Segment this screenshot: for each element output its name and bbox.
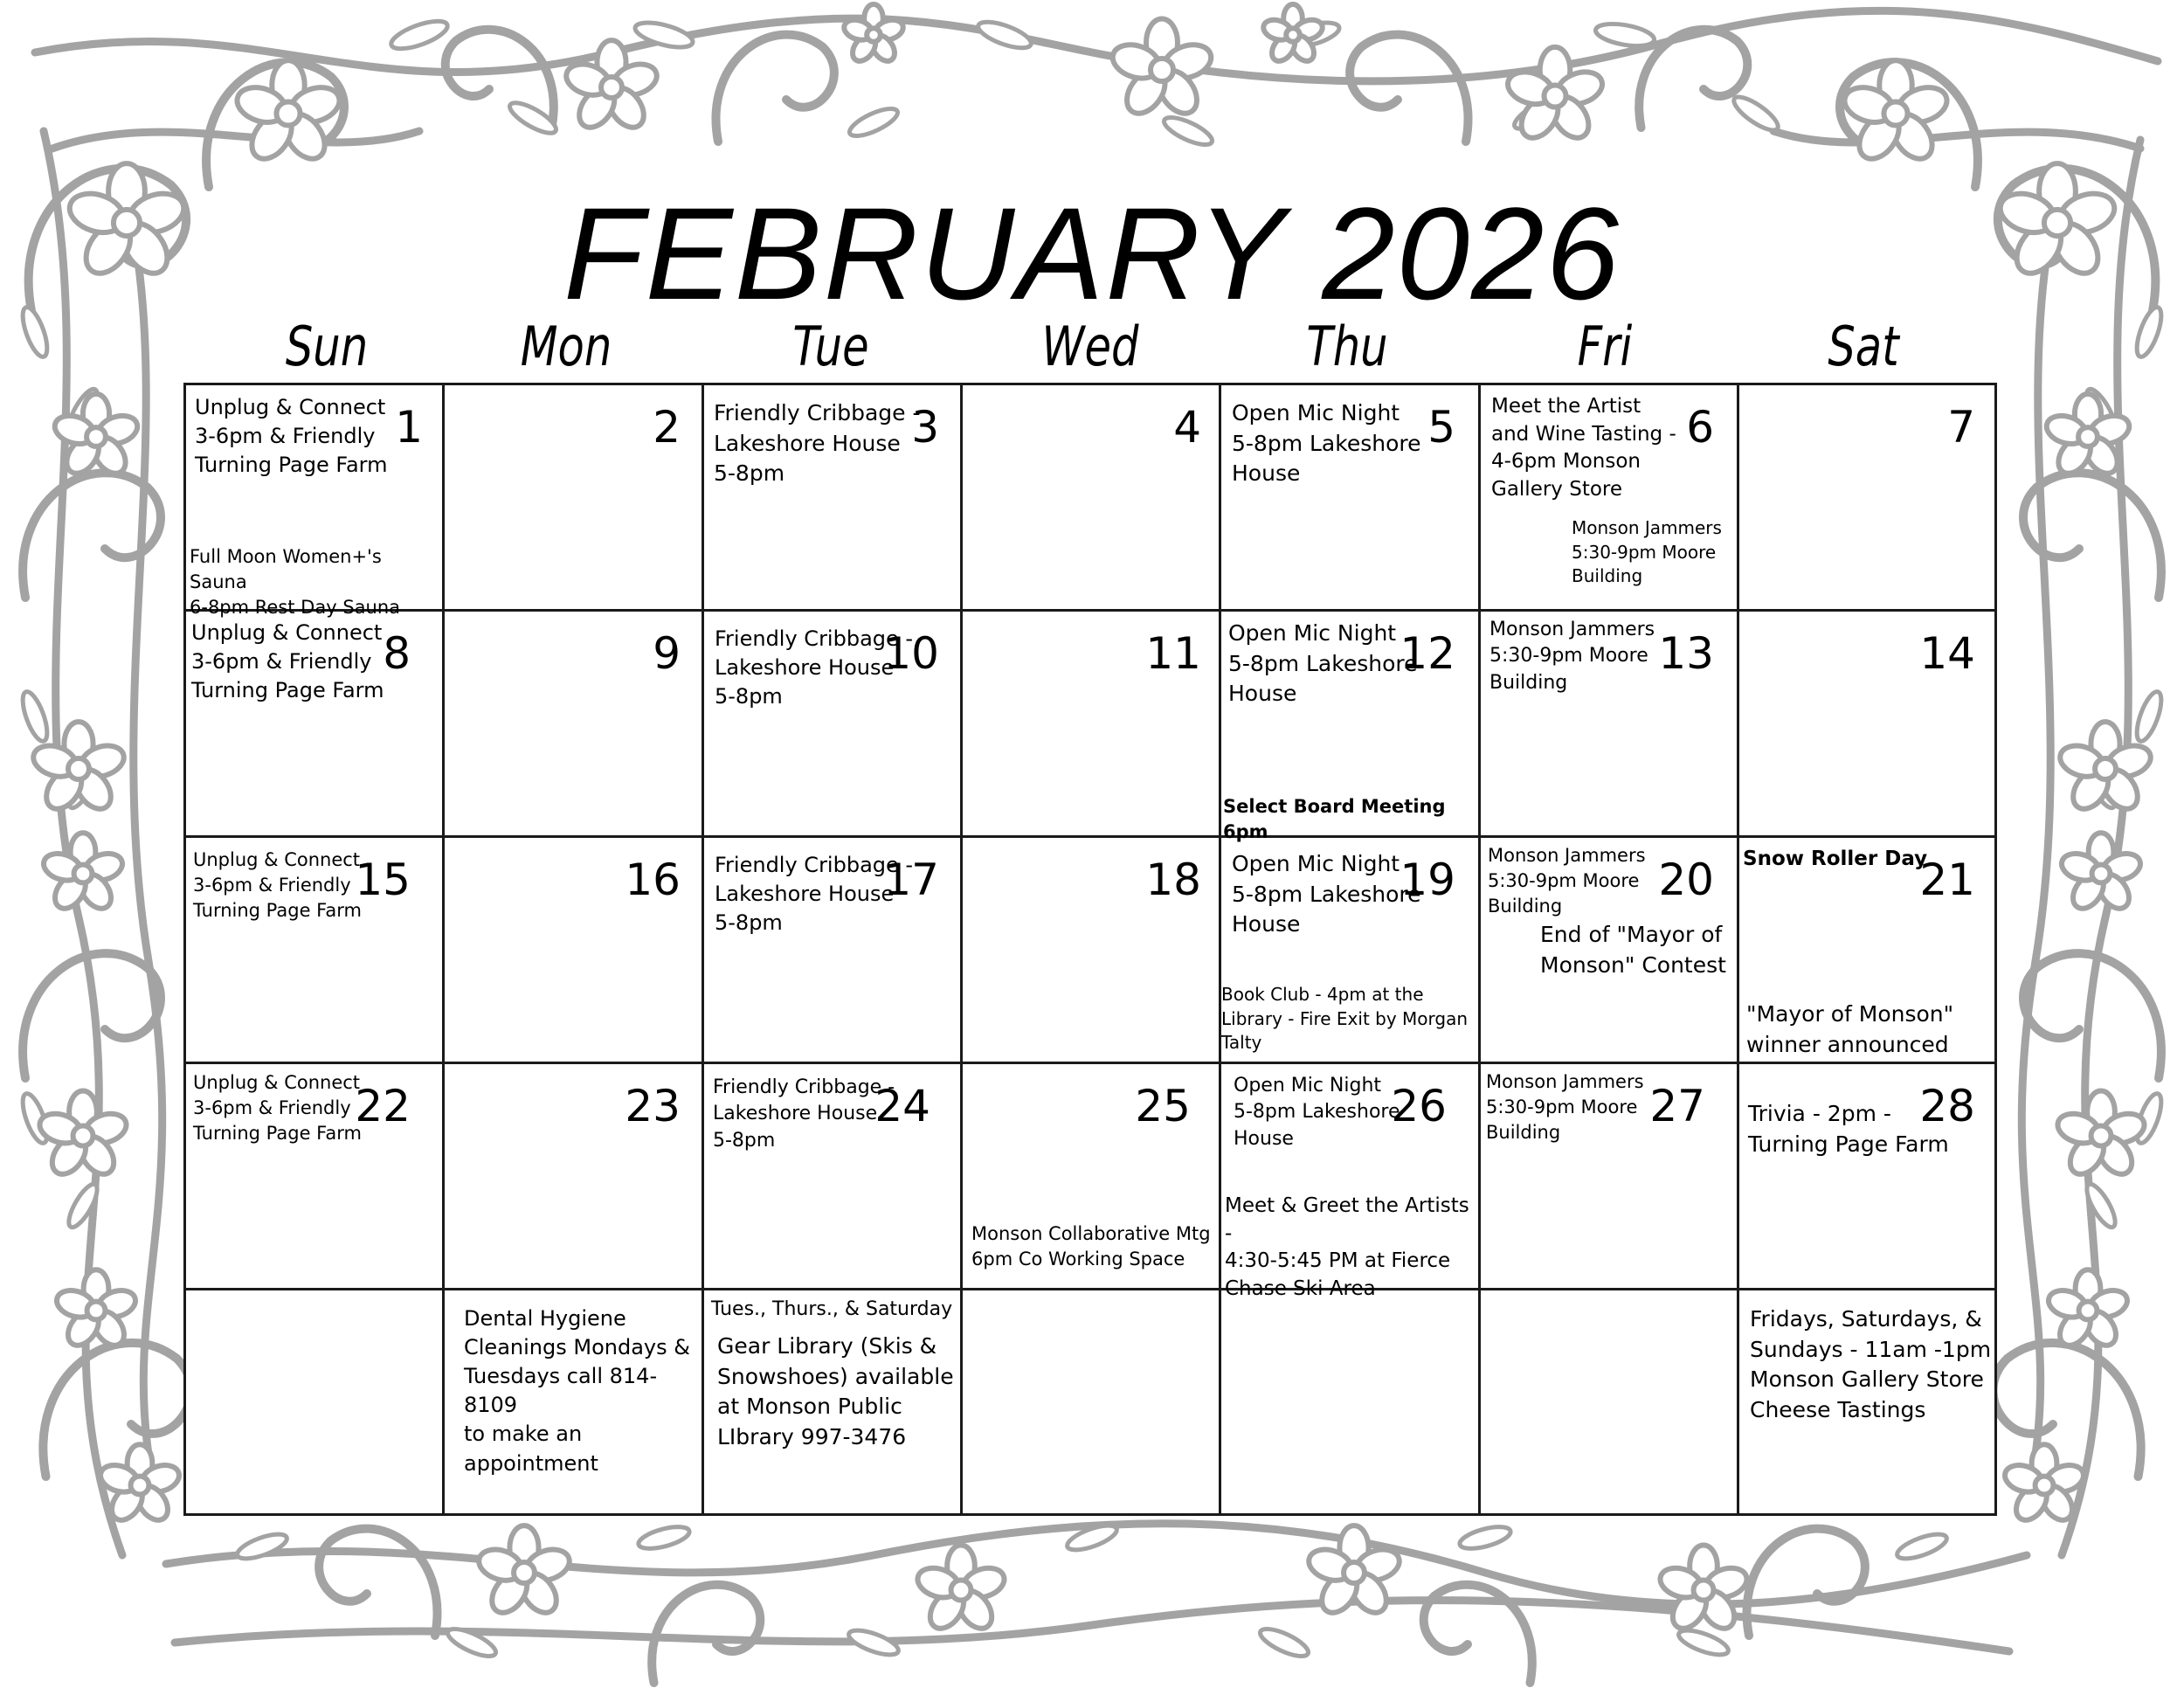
flower-icon — [1109, 19, 1215, 121]
day-number: 7 — [1947, 402, 1975, 453]
day-number: 22 — [355, 1081, 411, 1131]
flower-icon — [1656, 1546, 1751, 1635]
day-cell-5[interactable] — [1221, 385, 1478, 609]
day-number: 10 — [883, 628, 939, 679]
dow-tue: Tue — [792, 315, 869, 378]
leaf-icon — [1161, 112, 1216, 149]
event-text: Open Mic Night 5-8pm Lakeshore House — [1234, 1075, 1400, 1150]
event-text: Full Moon Women+'s Sauna 6-8pm Rest Day Sauna — [190, 546, 401, 618]
event-text: "Mayor of Monson" winner announced — [1746, 1001, 1954, 1057]
event-text: Monson Jammers 5:30-9pm Moore Building — [1489, 619, 1655, 694]
day-number: 21 — [1919, 854, 1975, 905]
leaf-icon — [17, 688, 52, 744]
day-cell-3[interactable] — [704, 385, 960, 609]
day-cell-15[interactable] — [186, 838, 442, 1062]
note-text: Fridays, Saturdays, & Sundays - 11am -1pm Monson Gallery Store Cheese Tastings — [1750, 1306, 1992, 1422]
day-cell-8[interactable] — [186, 612, 442, 835]
day-number: 5 — [1427, 402, 1455, 453]
day-cell-4[interactable] — [963, 385, 1219, 609]
day-cell-6[interactable] — [1481, 385, 1737, 609]
note-cell-tue — [704, 1290, 960, 1513]
event-text: Monson Jammers 5:30-9pm Moore Building — [1486, 1071, 1644, 1143]
day-cell-1[interactable] — [186, 385, 442, 618]
day-number: 24 — [874, 1081, 930, 1131]
event-text: Friendly Cribbage - Lakeshore House 5-8pm — [715, 853, 914, 936]
flower-icon — [97, 1444, 183, 1525]
day-cell-11[interactable] — [963, 612, 1219, 835]
leaf-icon — [1730, 92, 1783, 136]
leaf-icon — [2132, 688, 2166, 744]
flower-icon — [914, 1546, 1008, 1635]
flower-icon — [53, 1269, 139, 1351]
day-cell-2[interactable] — [445, 385, 702, 609]
day-cell-25[interactable] — [963, 1064, 1219, 1288]
day-cell-20[interactable] — [1481, 838, 1737, 1062]
event-text: Unplug & Connect 3-6pm & Friendly Turning Page Farm — [191, 620, 384, 703]
vine-scroll-icon — [1350, 35, 1468, 142]
day-cell-24[interactable] — [704, 1064, 960, 1288]
event-text: Meet the Artist and Wine Tasting - 4-6pm Monson Gallery Store — [1491, 395, 1676, 502]
leaf-icon — [1257, 1623, 1312, 1661]
day-cell-27[interactable] — [1481, 1064, 1737, 1288]
vine-scroll-icon — [716, 35, 834, 142]
note-cell-sat — [1739, 1290, 1994, 1513]
day-cell-16[interactable] — [445, 838, 702, 1062]
leaf-icon — [234, 1529, 289, 1563]
day-number: 23 — [625, 1081, 681, 1131]
event-text: Select Board Meeting 6pm — [1223, 796, 1446, 842]
page-title: FEBRUARY 2026 — [563, 180, 1621, 327]
day-cell-18[interactable] — [963, 838, 1219, 1062]
empty-cell — [1481, 1290, 1737, 1513]
event-text: Unplug & Connect 3-6pm & Friendly Turning Page Farm — [193, 849, 362, 921]
dow-sun: Sun — [285, 315, 369, 378]
note-header: Tues., Thurs., & Saturday — [711, 1298, 953, 1320]
flower-icon — [841, 4, 905, 66]
day-cell-13[interactable] — [1481, 612, 1737, 835]
day-number: 15 — [355, 854, 411, 905]
vine-scroll-icon — [35, 10, 2158, 81]
leaf-icon — [1457, 1523, 1512, 1553]
dow-fri: Fri — [1577, 315, 1633, 378]
leaf-icon — [846, 1625, 901, 1659]
day-cell-7[interactable] — [1739, 385, 1994, 609]
event-text: Trivia - 2pm - Turning Page Farm — [1748, 1101, 1949, 1157]
day-cell-17[interactable] — [704, 838, 960, 1062]
vine-scroll-icon — [1993, 1343, 2140, 1477]
vine-scroll-icon — [1773, 131, 2140, 149]
flower-icon — [475, 1525, 574, 1619]
event-text: Friendly Cribbage - Lakeshore House 5-8pm — [715, 626, 914, 709]
empty-cell — [963, 1290, 1219, 1513]
day-number: 3 — [911, 402, 939, 453]
vine-scroll-icon — [52, 131, 419, 149]
day-number: 13 — [1658, 628, 1714, 679]
leaf-icon — [1594, 20, 1656, 50]
day-number: 27 — [1649, 1081, 1705, 1131]
day-cell-26[interactable] — [1221, 1064, 1478, 1301]
day-cell-21[interactable] — [1739, 838, 1994, 1062]
event-text: Monson Jammers 5:30-9pm Moore Building — [1572, 517, 1722, 587]
vine-scroll-icon — [43, 1343, 190, 1477]
event-text: Monson Jammers 5:30-9pm Moore Building — [1488, 845, 1646, 917]
flower-icon — [2045, 1269, 2131, 1351]
day-number: 28 — [1919, 1081, 1975, 1131]
flower-icon — [40, 833, 126, 914]
note-text: Dental Hygiene Cleanings Mondays & Tuesdays call 814-8109 to make an appointment — [464, 1306, 690, 1476]
day-cell-23[interactable] — [445, 1064, 702, 1288]
empty-cell — [1221, 1290, 1478, 1513]
day-number: 1 — [395, 402, 423, 453]
vine-scroll-icon — [319, 1529, 437, 1636]
leaf-icon — [636, 1523, 691, 1553]
flower-icon — [2001, 1444, 2087, 1525]
note-cell-mon — [445, 1290, 702, 1513]
calendar-grid — [183, 383, 1997, 1516]
day-cell-9[interactable] — [445, 612, 702, 835]
dow-mon: Mon — [520, 315, 612, 378]
event-text: Unplug & Connect 3-6pm & Friendly Turning Page Farm — [193, 1072, 362, 1144]
day-cell-28[interactable] — [1739, 1064, 1994, 1288]
vine-scroll-icon — [2022, 218, 2053, 1503]
event-text: Friendly Cribbage - Lakeshore House 5-8pm — [714, 400, 921, 486]
leaf-icon — [1894, 1529, 1949, 1563]
dow-thu: Thu — [1306, 315, 1388, 378]
flower-icon — [36, 1091, 130, 1180]
dow-sat: Sat — [1828, 315, 1899, 378]
day-number: 9 — [653, 628, 681, 679]
event-text: Meet & Greet the Artists - 4:30-5:45 PM at Fierce Chase Ski Area — [1225, 1194, 1469, 1301]
dow-wed: Wed — [1041, 315, 1139, 378]
day-number: 18 — [1145, 854, 1201, 905]
day-number: 17 — [883, 854, 939, 905]
leaf-icon — [847, 103, 902, 141]
day-number: 16 — [625, 854, 681, 905]
flower-icon — [2058, 833, 2144, 914]
day-number: 11 — [1145, 628, 1201, 679]
day-cell-10[interactable] — [704, 612, 960, 835]
day-number: 2 — [653, 402, 681, 453]
event-text: End of "Mayor of Monson" Contest — [1540, 922, 1726, 978]
event-text: Open Mic Night 5-8pm Lakeshore House — [1228, 620, 1418, 706]
day-cell-14[interactable] — [1739, 612, 1994, 835]
event-text: Friendly Cribbage - Lakeshore House 5-8pm — [713, 1076, 895, 1152]
event-text: Open Mic Night 5-8pm Lakeshore House — [1232, 400, 1421, 486]
event-text: Open Mic Night 5-8pm Lakeshore House — [1232, 851, 1421, 937]
note-text: Gear Library (Skis & Snowshoes) available at Monson Public LIbrary 997-3476 — [717, 1333, 954, 1449]
day-number: 20 — [1658, 854, 1714, 905]
flower-icon — [2054, 1091, 2148, 1180]
day-number: 25 — [1135, 1081, 1191, 1131]
day-number: 8 — [383, 628, 411, 679]
leaf-icon — [975, 17, 1033, 53]
day-number: 26 — [1391, 1081, 1447, 1131]
day-number: 4 — [1173, 402, 1201, 453]
day-number: 12 — [1400, 628, 1455, 679]
day-cell-22[interactable] — [186, 1064, 442, 1288]
event-text: Book Club - 4pm at the Library - Fire Exit by Morgan Talty — [1221, 984, 1469, 1054]
event-text: Monson Collaborative Mtg 6pm Co Working Space — [971, 1223, 1211, 1269]
vine-scroll-icon — [652, 1585, 760, 1683]
event-text: Unplug & Connect 3-6pm & Friendly Turning Page Farm — [195, 395, 388, 478]
day-cell-19[interactable] — [1221, 838, 1478, 1062]
day-cell-12[interactable] — [1221, 612, 1478, 842]
day-number: 19 — [1400, 854, 1455, 905]
flower-icon — [1261, 4, 1324, 66]
day-number: 6 — [1686, 402, 1714, 453]
day-number: 14 — [1919, 628, 1975, 679]
flower-icon — [563, 40, 661, 134]
empty-cell — [186, 1290, 442, 1513]
vine-scroll-icon — [131, 218, 162, 1503]
leaf-icon — [388, 16, 451, 54]
event-text: Snow Roller Day — [1743, 847, 1928, 870]
